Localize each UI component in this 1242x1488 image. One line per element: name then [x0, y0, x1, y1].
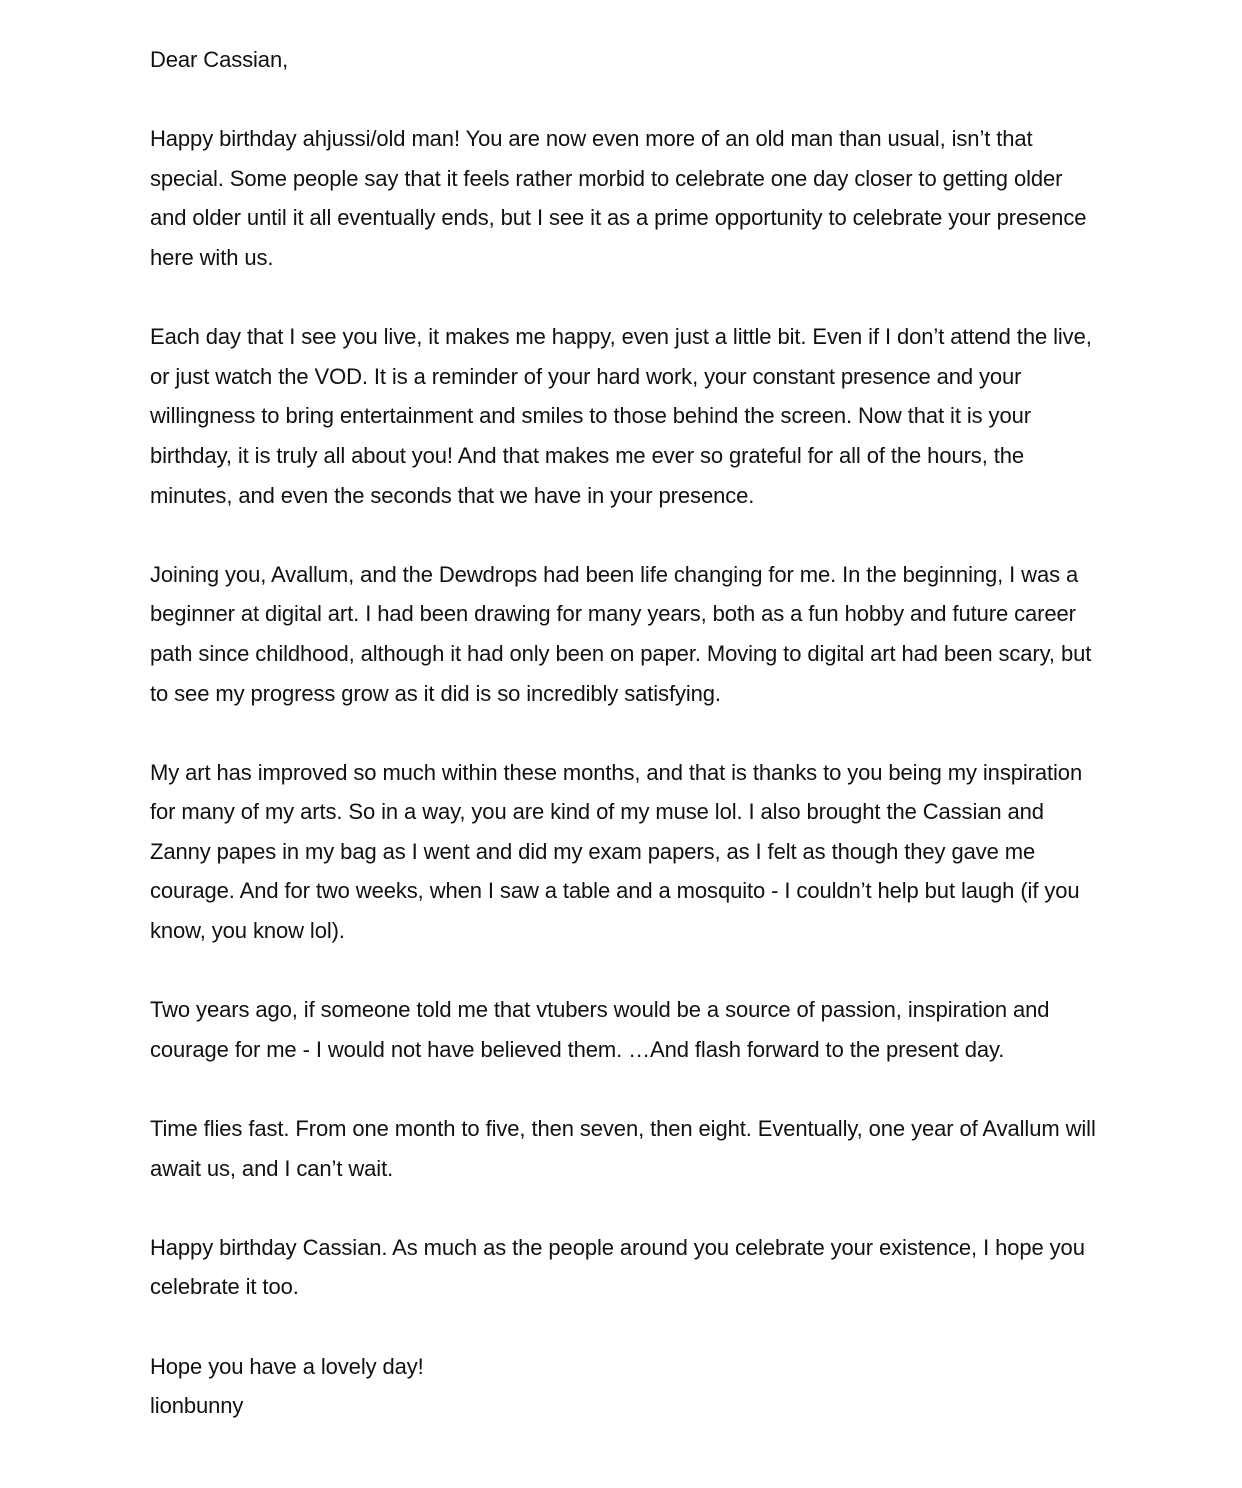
paragraph-gap: [150, 278, 1100, 318]
letter-body: [150, 40, 1100, 1426]
letter-paragraph-4: My art has improved so much within these months, and that is thanks to you being my inspiration for many of my arts. So in a way, you are kind of my muse lol. I also brought the Cassian and Zanny papes in my bag as I went and did my exam papers, as I felt as though they gave me courage. And for two weeks, when I saw a table and a mosquito - I couldn’t help but laugh (if you know, you know lol).: [150, 759, 1083, 944]
letter-paragraph-1: Happy birthday ahjussi/old man! You are now even more of an old man than usual, isn’t that special. Some people say that it feels rather morbid to celebrate one day closer to getting older and older until it all eventually ends, but I see it as a prime opportunity to celebrate your presence here with us.: [150, 126, 1087, 270]
letter-greeting: Dear Cassian,: [150, 47, 289, 72]
paragraph-gap: [150, 1069, 1100, 1109]
letter-paragraph-3: Joining you, Avallum, and the Dewdrops had been life changing for me. In the beginning, I was a beginner at digital art. I had been drawing for many years, both as a fun hobby and future career path since childhood, although it had only been on paper. Moving to digital art had been scary, but to see my progress grow as it did is so incredibly satisfying.: [150, 561, 1092, 706]
letter-paragraph-2: Each day that I see you live, it makes me happy, even just a little bit. Even if I don’t attend the live, or just watch the VOD. It is a reminder of your hard work, your constant presence and your willingness to bring entertainment and smiles to those behind the screen. Now that it is your birthday, it is truly all about you! And that makes me ever so grateful for all of the hours, the minutes, and even the seconds that we have in your presence.: [150, 324, 1092, 508]
paragraph-gap: [150, 515, 1100, 555]
letter-paragraph-5: Two years ago, if someone told me that vtubers would be a source of passion, inspiration and courage for me - I would not have believed them. …And flash forward to the present day.: [150, 997, 1050, 1062]
letter-paragraph-6: Time flies fast. From one month to five, then seven, then eight. Eventually, one year of Avallum will await us, and I can’t wait.: [150, 1116, 1096, 1181]
letter-paragraph-7: Happy birthday Cassian. As much as the people around you celebrate your existence, I hope you celebrate it too.: [150, 1234, 1085, 1300]
paragraph-gap: [150, 80, 1100, 120]
letter-closing: Hope you have a lovely day!: [150, 1353, 424, 1379]
paragraph-gap: [150, 951, 1100, 991]
paragraph-gap: [150, 1188, 1100, 1228]
paragraph-gap: [150, 713, 1100, 753]
paragraph-gap: [150, 1307, 1100, 1347]
letter-signature: lionbunny: [150, 1393, 244, 1419]
